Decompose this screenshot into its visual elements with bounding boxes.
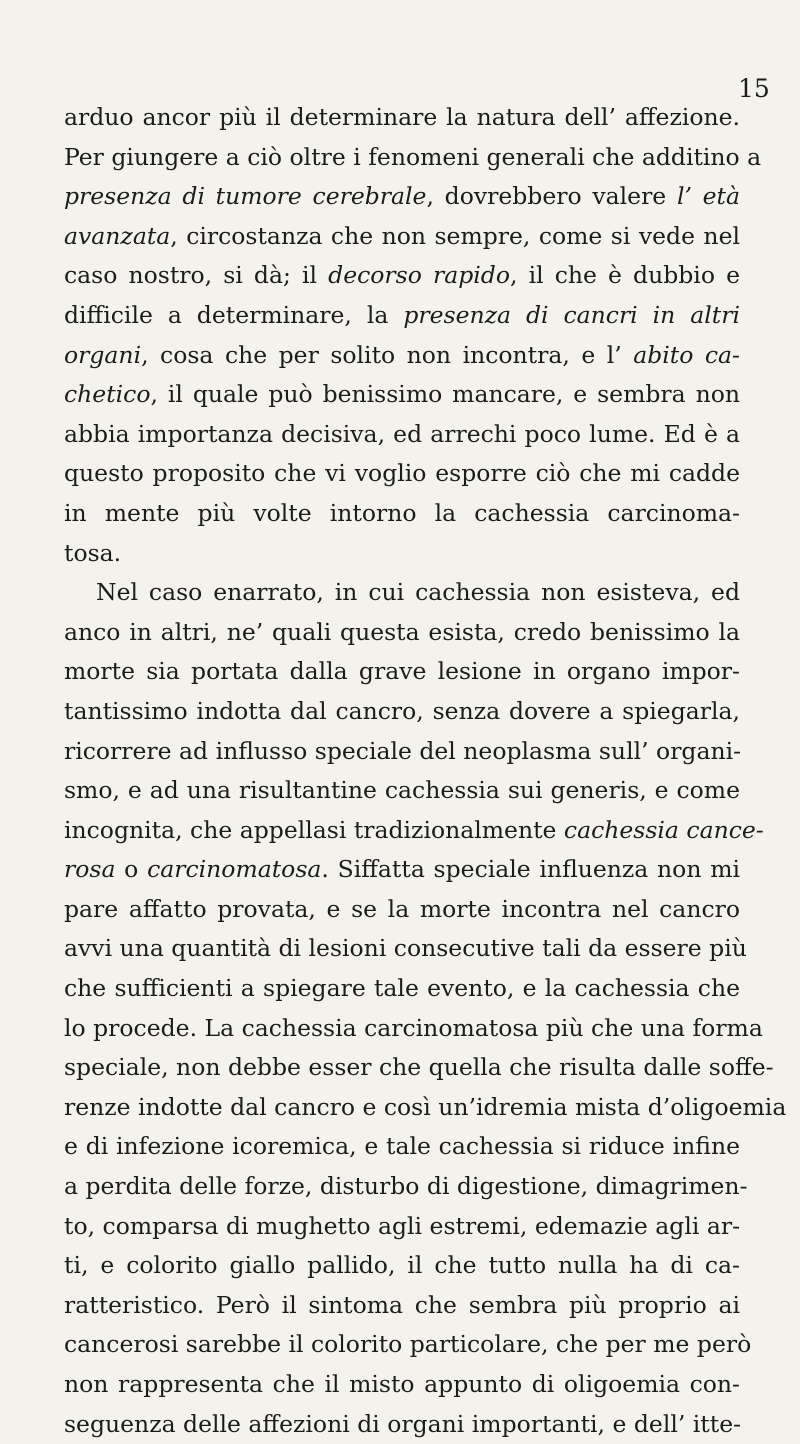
text-segment: speciale, non debbe esser che quella che risulta dalle soffe- [64,1053,774,1082]
text-segment: cancerosi sarebbe il colorito particolare, che per me però [64,1330,752,1359]
text-segment: caso nostro, si dà; il [64,261,329,290]
text-line [64,1088,787,1128]
italic-text: decorso rapido [328,261,510,290]
text-line [64,415,740,455]
text-line [64,929,747,969]
text-segment: e di infezione icoremica, e tale cachessia si riduce infine [64,1132,740,1161]
text-line [64,98,740,138]
text-line [64,1127,740,1167]
text-line [64,969,740,1009]
text-segment: , dovrebbero valere [426,182,677,211]
text-line [64,1167,748,1207]
text-line [64,138,762,178]
text-segment: ratteristico. Però il sintoma che sembra più proprio ai [64,1290,740,1319]
italic-text: rosa [64,855,116,884]
text-line [64,1405,740,1444]
text-line [64,732,740,772]
text-segment: , il quale può benissimo mancare, e sembra non [150,380,740,409]
text-line [64,296,740,336]
text-segment: difficile a determinare, la [64,300,404,329]
italic-text: presenza di tumore cerebrale [64,182,427,211]
text-segment: a perdita delle forze, disturbo di digestione, dimagrimen- [64,1172,748,1201]
text-segment: Per giungere a ciò oltre i fenomeni generali che additino a [64,142,762,171]
italic-text: presenza di cancri in altri [403,300,740,329]
text-line [64,1246,740,1286]
text-segment: to, comparsa di mughetto agli estremi, edemazie agli ar- [64,1211,741,1240]
text-line [64,890,740,930]
text-segment: che sufficienti a spiegare tale evento, e la cachessia che [64,974,740,1003]
text-line [64,1207,740,1247]
text-line [64,1009,763,1049]
text-segment: Nel caso enarrato, in cui cachessia non esisteva, ed [96,578,740,607]
italic-text: l’ età [676,182,741,211]
text-segment: renze indotte dal cancro e così un’idremia mista d’oligoemia [64,1092,787,1121]
italic-text: avanzata [64,221,171,250]
text-segment: pare affatto provata, e se la morte incontra nel cancro [64,894,740,923]
text-line [64,692,740,732]
text-line [64,217,740,257]
text-segment: ti, e colorito giallo pallido, il che tutto nulla ha di ca- [64,1251,740,1280]
text-segment: arduo ancor più il determinare la natura dell’ affezione. [64,103,740,131]
italic-text: carcinomatosa [147,855,322,884]
text-segment: non rappresenta che il misto appunto di oligoemia con- [64,1370,740,1398]
text-segment: ricorrere ad influsso speciale del neoplasma sull’ organi- [64,736,742,765]
text-line [64,534,740,574]
text-line [64,177,740,217]
italic-text: abito ca- [633,340,740,369]
body-text [64,98,787,1444]
text-segment: abbia importanza decisiva, ed arrechi poco lume. Ed è a [64,419,740,448]
text-line [64,256,740,296]
text-line [64,652,740,692]
text-line [64,613,740,653]
page-number: 15 [738,74,770,103]
italic-text: cachessia cance- [563,815,764,844]
text-segment: morte sia portata dalla grave lesione in organo impor- [64,657,740,686]
text-line [64,1365,740,1405]
text-segment: smo, e ad una risultantine cachessia sui generis, e come [64,776,740,805]
text-segment: avvi una quantità di lesioni consecutive tali da essere più [64,934,747,963]
text-segment: in mente più volte intorno la cachessia carcinoma- [64,498,740,527]
text-line [64,336,740,376]
text-line [64,573,740,613]
text-line [64,850,740,890]
text-segment: seguenza delle affezioni di organi importanti, e dell’ itte- [64,1409,742,1438]
text-segment: , cosa che per solito non incontra, e l’ [141,340,634,369]
text-line [64,771,740,811]
text-segment: anco in altri, ne’ quali questa esista, credo benissimo la [64,617,740,646]
text-segment: , circostanza che non sempre, come si vede nel [170,221,740,250]
text-line [64,454,740,494]
text-line [64,1325,752,1365]
text-line [64,1048,774,1088]
text-line [64,1286,740,1326]
text-line [64,494,740,534]
text-segment: , il che è dubbio e [509,261,740,290]
text-segment: lo procede. La cachessia carcinomatosa più che una forma [64,1013,763,1042]
text-segment: tantissimo indotta dal cancro, senza dovere a spiegarla, [64,696,740,725]
text-segment: tosa. [64,538,122,567]
text-segment: incognita, che appellasi tradizionalmente [64,815,564,844]
text-line [64,375,740,415]
italic-text: chetico [64,380,151,409]
italic-text: organi [64,340,142,369]
text-line [64,811,764,851]
text-segment: o [115,855,148,884]
text-segment: . Siffatta speciale influenza non mi [321,855,740,884]
text-segment: questo proposito che vi voglio esporre ciò che mi cadde [64,459,740,488]
